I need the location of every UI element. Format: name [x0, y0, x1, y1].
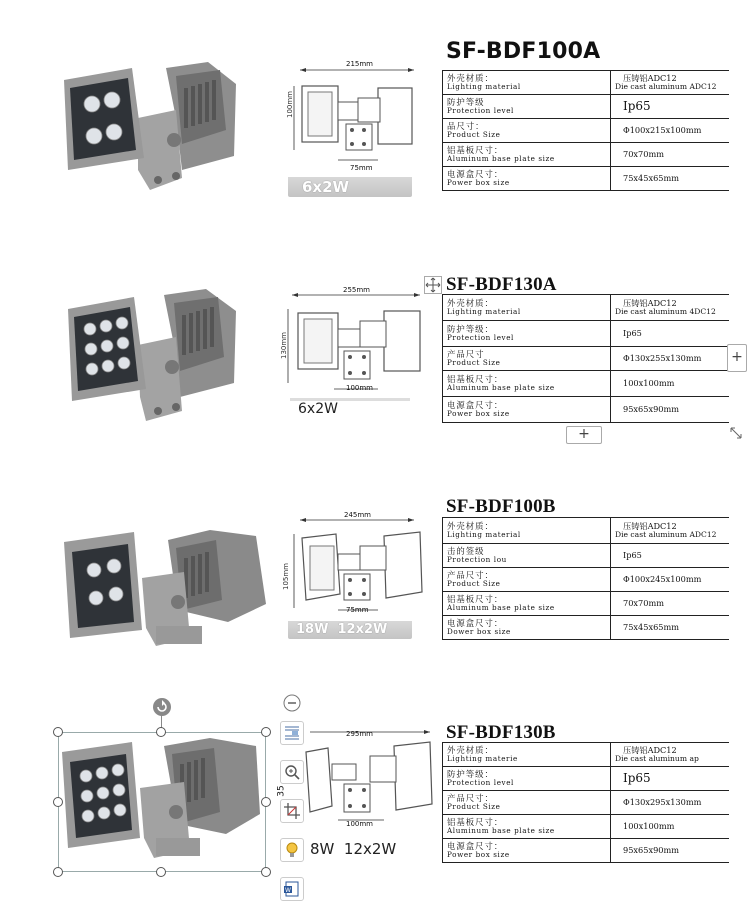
spec-label-en: Product Size: [447, 358, 501, 368]
resize-handle-tl[interactable]: [53, 727, 63, 737]
spec-row: [443, 544, 729, 568]
dim-width-label-3: 245mm: [344, 511, 371, 519]
spec-value-cell: [611, 321, 729, 347]
image-selection-frame: [58, 732, 266, 872]
spec-value-cell: [611, 71, 729, 95]
product-photo-3: [60, 518, 280, 658]
spec-value-cell: [611, 616, 729, 640]
spec-row: [443, 592, 729, 616]
spec-value: Φ130x295x130mm: [623, 797, 702, 808]
spec-label-en: Aluminum base plate size: [447, 383, 555, 393]
spec-label-cn: 电源盒尺寸：: [447, 618, 504, 629]
spec-label-en: Power box size: [447, 178, 510, 188]
dim-base-label-2: 100mm: [346, 384, 373, 392]
spec-table-2: [442, 294, 729, 423]
product-title-2: SF-BDF130A: [446, 274, 557, 295]
spec-value-cell: [611, 544, 729, 568]
dim-width-label-2: 255mm: [343, 286, 370, 294]
spec-value: Φ100x245x100mm: [623, 574, 702, 585]
spec-label-cn: 防护等级：: [447, 324, 494, 335]
spec-value: 75x45x65mm: [623, 173, 680, 184]
spec-row: [443, 71, 729, 95]
dimension-drawing-1: [282, 58, 432, 178]
lightbulb-button[interactable]: [280, 838, 304, 862]
spec-label-cell: [443, 544, 611, 568]
spec-label-cn: 外壳材质：: [447, 521, 494, 532]
spec-label-cn: 外壳材质：: [447, 73, 494, 84]
resize-handle-bc[interactable]: [156, 867, 166, 877]
spec-label-cn: 产品尺寸: [447, 349, 485, 360]
spec-label-en: Lighting material: [447, 307, 521, 317]
spec-value-en: Die cast aluminum ap: [615, 753, 699, 763]
spec-label-cell: [443, 295, 611, 321]
spec-value-cell: [611, 518, 729, 544]
spec-row: [443, 295, 729, 321]
spec-value: 压铸铝ADC12: [623, 73, 677, 84]
spec-label-en: Power box size: [447, 409, 510, 419]
spec-label-cn: 品尺寸：: [447, 121, 485, 132]
spec-label-cn: 防护等级: [447, 97, 485, 108]
spec-label-cell: [443, 518, 611, 544]
svg-text:W: W: [285, 887, 291, 894]
resize-handle-mr[interactable]: [261, 797, 271, 807]
spec-value: 100x100mm: [623, 821, 675, 832]
spec-row: [443, 371, 729, 397]
spec-label-cell: [443, 767, 611, 791]
wattage-4: 8W 12x2W: [310, 840, 397, 858]
zoom-icon: [283, 763, 301, 781]
lightbulb-icon: [283, 841, 301, 859]
wattage-bar-3: [288, 621, 412, 639]
spec-label-cell: [443, 347, 611, 371]
spec-value: Ip65: [623, 328, 642, 339]
resize-handle-tr[interactable]: [261, 727, 271, 737]
product-title-1: SF-BDF100A: [446, 39, 601, 64]
rotate-icon[interactable]: [152, 697, 172, 717]
spec-label-cn: 外壳材质：: [447, 298, 494, 309]
spec-value-cell: [611, 295, 729, 321]
spec-row: [443, 397, 729, 423]
spec-value-cell: [611, 119, 729, 143]
spec-label-en: Protection lou: [447, 555, 507, 565]
wattage-3: 18W 12x2W: [296, 622, 388, 637]
spec-label-en: Power box size: [447, 850, 510, 860]
crop-icon: [283, 802, 301, 820]
resize-handle-br[interactable]: [261, 867, 271, 877]
spec-value: 压铸铝ADC12: [623, 298, 677, 309]
spec-value-cell: [611, 839, 729, 863]
spec-row: [443, 167, 729, 191]
spec-row: [443, 743, 729, 767]
spec-value-cell: [611, 592, 729, 616]
spec-table-3: [442, 517, 729, 640]
spec-table-4: [442, 742, 729, 863]
spec-label-cell: [443, 791, 611, 815]
spec-value: 100x100mm: [623, 378, 675, 389]
spec-label-cn: 铝基板尺寸：: [447, 374, 504, 385]
spec-value-en: Die cast aluminum ADC12: [615, 529, 717, 539]
dim-width-label-1: 215mm: [346, 60, 373, 68]
spec-label-cn: 铝基板尺寸：: [447, 817, 504, 828]
spec-value: 95x65x90mm: [623, 845, 680, 856]
wattage-bar-1: [288, 177, 412, 197]
spec-value: Φ100x215x100mm: [623, 125, 702, 136]
spec-label-cn: 电源盒尺寸：: [447, 841, 504, 852]
spec-value-cell: [611, 347, 729, 371]
spec-label-en: Protection level: [447, 778, 514, 788]
wattage-2: 6x2W: [298, 401, 338, 417]
word-button[interactable]: [280, 877, 304, 901]
spec-label-cell: [443, 95, 611, 119]
spec-label-en: Product Size: [447, 579, 501, 589]
wattage-1: 6x2W: [302, 178, 350, 196]
spec-row: [443, 347, 729, 371]
spec-row: [443, 767, 729, 791]
spec-row: [443, 568, 729, 592]
spec-row: [443, 119, 729, 143]
layout-options-icon: [283, 724, 301, 742]
spec-label-cn: 电源盒尺寸：: [447, 400, 504, 411]
resize-handle-ml[interactable]: [53, 797, 63, 807]
spec-row: [443, 143, 729, 167]
spec-value: 压铸铝ADC12: [623, 745, 677, 756]
spec-row: [443, 791, 729, 815]
spec-label-cell: [443, 321, 611, 347]
product-title-3: SF-BDF100B: [446, 496, 556, 517]
spec-label-cn: 铝基板尺寸：: [447, 594, 504, 605]
spec-value-cell: [611, 743, 729, 767]
word-icon: [283, 880, 301, 898]
spec-label-en: Lighting materie: [447, 754, 518, 764]
spec-value: 压铸铝ADC12: [623, 521, 677, 532]
spec-value: Ip65: [623, 550, 642, 561]
spec-label-cn: 铝基板尺寸：: [447, 145, 504, 156]
spec-label-cell: [443, 167, 611, 191]
spec-label-cn: 击的签级: [447, 546, 485, 557]
spec-row: [443, 518, 729, 544]
spec-value: Ip65: [623, 99, 651, 114]
spec-value-cell: [611, 95, 729, 119]
spec-row: [443, 616, 729, 640]
spec-value-cell: [611, 167, 729, 191]
spec-label-cell: [443, 815, 611, 839]
spec-value-en: Die cast aluminum 4DC12: [615, 306, 716, 316]
spec-value-cell: [611, 815, 729, 839]
dim-height-2: 130mm: [280, 332, 288, 359]
spec-label-en: Aluminum base plate size: [447, 603, 555, 613]
spec-value-cell: [611, 371, 729, 397]
product-photo-1: [58, 58, 268, 198]
add-column-button[interactable]: +: [727, 344, 747, 372]
resize-handle-tc[interactable]: [156, 727, 166, 737]
product-title-4: SF-BDF130B: [446, 722, 556, 743]
spec-label-en: Product Size: [447, 130, 501, 140]
spec-value-cell: [611, 397, 729, 423]
spec-label-en: Lighting material: [447, 82, 521, 92]
spec-row: [443, 839, 729, 863]
spec-label-cell: [443, 568, 611, 592]
spec-label-cell: [443, 592, 611, 616]
spec-value-en: Die cast aluminum ADC12: [615, 81, 717, 91]
spec-label-cell: [443, 71, 611, 95]
spec-label-cn: 防护等级：: [447, 769, 494, 780]
dim-base-label-1: 75mm: [350, 164, 373, 172]
spec-value-cell: [611, 767, 729, 791]
spec-label-cn: 电源盒尺寸：: [447, 169, 504, 180]
spec-row: [443, 815, 729, 839]
spec-value: Φ130x255x130mm: [623, 353, 702, 364]
dim-height-3: 105mm: [282, 563, 290, 590]
spec-label-cell: [443, 743, 611, 767]
spec-row: [443, 95, 729, 119]
minus-icon[interactable]: [283, 694, 301, 712]
spec-label-cn: 外壳材质：: [447, 745, 494, 756]
spec-label-cn: 产品尺寸：: [447, 570, 494, 581]
spec-value-cell: [611, 791, 729, 815]
spec-table-1: [442, 70, 729, 191]
add-row-button[interactable]: +: [566, 426, 602, 444]
resize-handle-bl[interactable]: [53, 867, 63, 877]
spec-label-en: Product Size: [447, 802, 501, 812]
dim-width-label-4: 295mm: [346, 730, 373, 738]
spec-label-cell: [443, 616, 611, 640]
spec-label-cell: [443, 371, 611, 397]
spec-label-cell: [443, 839, 611, 863]
spec-value-cell: [611, 143, 729, 167]
spec-label-en: Lighting material: [447, 530, 521, 540]
dim-base-label-3: 75mm: [346, 606, 369, 614]
spec-row: [443, 321, 729, 347]
dim-height-label-4: 35: [276, 785, 287, 797]
spec-label-cell: [443, 397, 611, 423]
spec-value: Ip65: [623, 771, 651, 786]
dim-height-1: 100mm: [286, 91, 294, 118]
move-icon[interactable]: [424, 276, 442, 294]
spec-value: 70x70mm: [623, 598, 664, 609]
spec-label-en: Dower box size: [447, 627, 511, 637]
spec-value: 75x45x65mm: [623, 622, 680, 633]
spec-label-en: Aluminum base plate size: [447, 154, 555, 164]
spec-value: 70x70mm: [623, 149, 664, 160]
resize-icon[interactable]: [728, 425, 744, 441]
spec-label-en: Aluminum base plate size: [447, 826, 555, 836]
spec-label-cell: [443, 119, 611, 143]
product-photo-2: [60, 285, 270, 425]
spec-value-cell: [611, 568, 729, 592]
dim-base-label-4: 100mm: [346, 820, 373, 828]
spec-label-cn: 产品尺寸：: [447, 793, 494, 804]
spec-label-en: Protection level: [447, 333, 514, 343]
spec-label-en: Protection level: [447, 106, 514, 116]
spec-value: 95x65x90mm: [623, 404, 680, 415]
spec-label-cell: [443, 143, 611, 167]
